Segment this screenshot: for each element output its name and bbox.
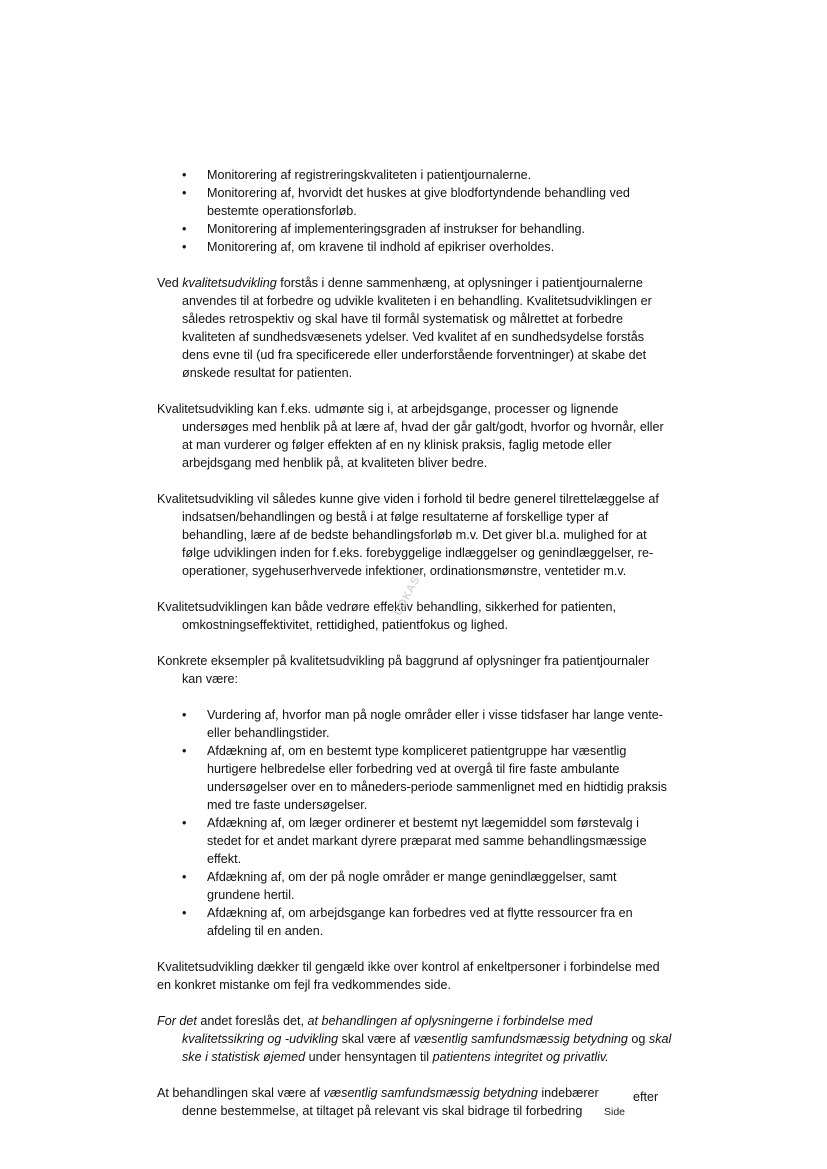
- bullet-icon: •: [182, 870, 187, 884]
- paragraph-concrete-examples-intro: Konkrete eksempler på kvalitetsudvikling på baggrund af oplysninger fra patientjournaler kan være:: [157, 654, 650, 686]
- paragraph-scope: Kvalitetsudviklingen kan både vedrøre effektiv behandling, sikkerhed for patienten, omkostningseffektivitet, rettidighed, patientfokus og lighed.: [157, 600, 617, 632]
- bullet-icon: •: [182, 186, 187, 200]
- list-item: • Monitorering af implementeringsgraden af instrukser for behandling.: [182, 222, 586, 236]
- page-footer-label: Side: [604, 1106, 626, 1118]
- monitoring-list: [157, 166, 672, 256]
- list-item: • Monitorering af, om kravene til indhold af epikriser overholdes.: [182, 240, 555, 254]
- paragraph-exclusion: Kvalitetsudvikling dækker til gengæld ikke over kontrol af enkeltpersoner i forbindelse med en konkret mistanke om fejl fra vedkommendes side.: [157, 960, 660, 992]
- list-item: • Afdækning af, om arbejdsgange kan forbedres ved at flytte ressourcer fra en afdeling til en anden.: [182, 906, 633, 938]
- paragraph-quality-development-examples: Kvalitetsudvikling kan f.eks. udmønte sig i, at arbejdsgange, processer og lignende undersøges med henblik på at lære af, hvad der går galt/godt, hvorfor og hvornår, eller at man vurderer og følger effekten af en ny klinisk praksis, faglig metode eller arbejdsgang med henblik på, at kvaliteten bliver bedre.: [157, 402, 664, 470]
- overflow-word: efter: [633, 1090, 659, 1104]
- list-item: • Vurdering af, hvorfor man på nogle områder eller i visse tidsfaser har lange vente- eller behandlingstider.: [182, 708, 663, 740]
- document-body: [157, 166, 672, 1120]
- bullet-icon: •: [182, 816, 187, 830]
- list-item: • Afdækning af, om en bestemt type kompliceret patientgruppe har væsentlig hurtigere helbredelse eller forbedring ved at overgå til fire faste ambulante undersøgelser over en to måneders-periode sammenlignet med en hidtidig praksis med tre faste undersøgelser.: [182, 744, 667, 812]
- bullet-icon: •: [182, 222, 187, 236]
- bullet-icon: •: [182, 708, 187, 722]
- bullet-icon: •: [182, 168, 187, 182]
- list-item: • Afdækning af, om der på nogle områder er mange genindlæggelser, samt grundene hertil.: [182, 870, 617, 902]
- bullet-icon: •: [182, 240, 187, 254]
- paragraph-second-proposal: For det andet foreslås det, at behandlingen af oplysningerne i forbindelse med kvalitetssikring og -udvikling skal være af væsentlig samfundsmæssig betydning og skal ske i statistisk øjemed under hensyntagen til patientens integritet og privatliv.: [157, 1014, 672, 1064]
- bullet-icon: •: [182, 744, 187, 758]
- examples-list: [157, 706, 672, 940]
- bullet-icon: •: [182, 906, 187, 920]
- paragraph-societal-significance: At behandlingen skal være af væsentlig samfundsmæssig betydning indebærer denne bestemmelse, at tiltaget på relevant vis skal bidrage til forbedring: [157, 1086, 599, 1118]
- list-item: • Afdækning af, om læger ordinerer et bestemt nyt lægemiddel som førstevalg i stedet for et andet markant dyrere præparat med samme behandlingsmæssige effekt.: [182, 816, 647, 866]
- draft-watermark: UDKAST: [392, 567, 427, 618]
- list-item: • Monitorering af registreringskvaliteten i patientjournalerne.: [182, 168, 532, 182]
- list-item: • Monitorering af, hvorvidt det huskes at give blodfortyndende behandling ved bestemte operationsforløb.: [182, 186, 630, 218]
- paragraph-knowledge: Kvalitetsudvikling vil således kunne give viden i forhold til bedre generel tilrettelæggelse af indsatsen/behandlingen og bestå i at følge resultaterne af forskellige typer af behandling, lære af de bedste behandlingsforløb m.v. Det giver bl.a. mulighed for at følge udviklingen inden for f.eks. forebyggelige indlæggelser og genindlæggelser, re-operationer, sygehuserhvervede infektioner, ordinationsmønstre, ventetider m.v.: [157, 492, 659, 578]
- paragraph-quality-development-definition: Ved kvalitetsudvikling forstås i denne sammenhæng, at oplysninger i patientjournalerne anvendes til at forbedre og udvikle kvaliteten i en behandling. Kvalitetsudviklingen er således retrospektiv og skal have til formål systematisk og målrettet at forbedre kvaliteten af sundhedsvæsenets ydelser. Ved kvalitet af en sundhedsydelse forstås dens evne til (ud fra specificerede eller underforstående forventninger) at skabe det ønskede resultat for patienten.: [157, 276, 652, 380]
